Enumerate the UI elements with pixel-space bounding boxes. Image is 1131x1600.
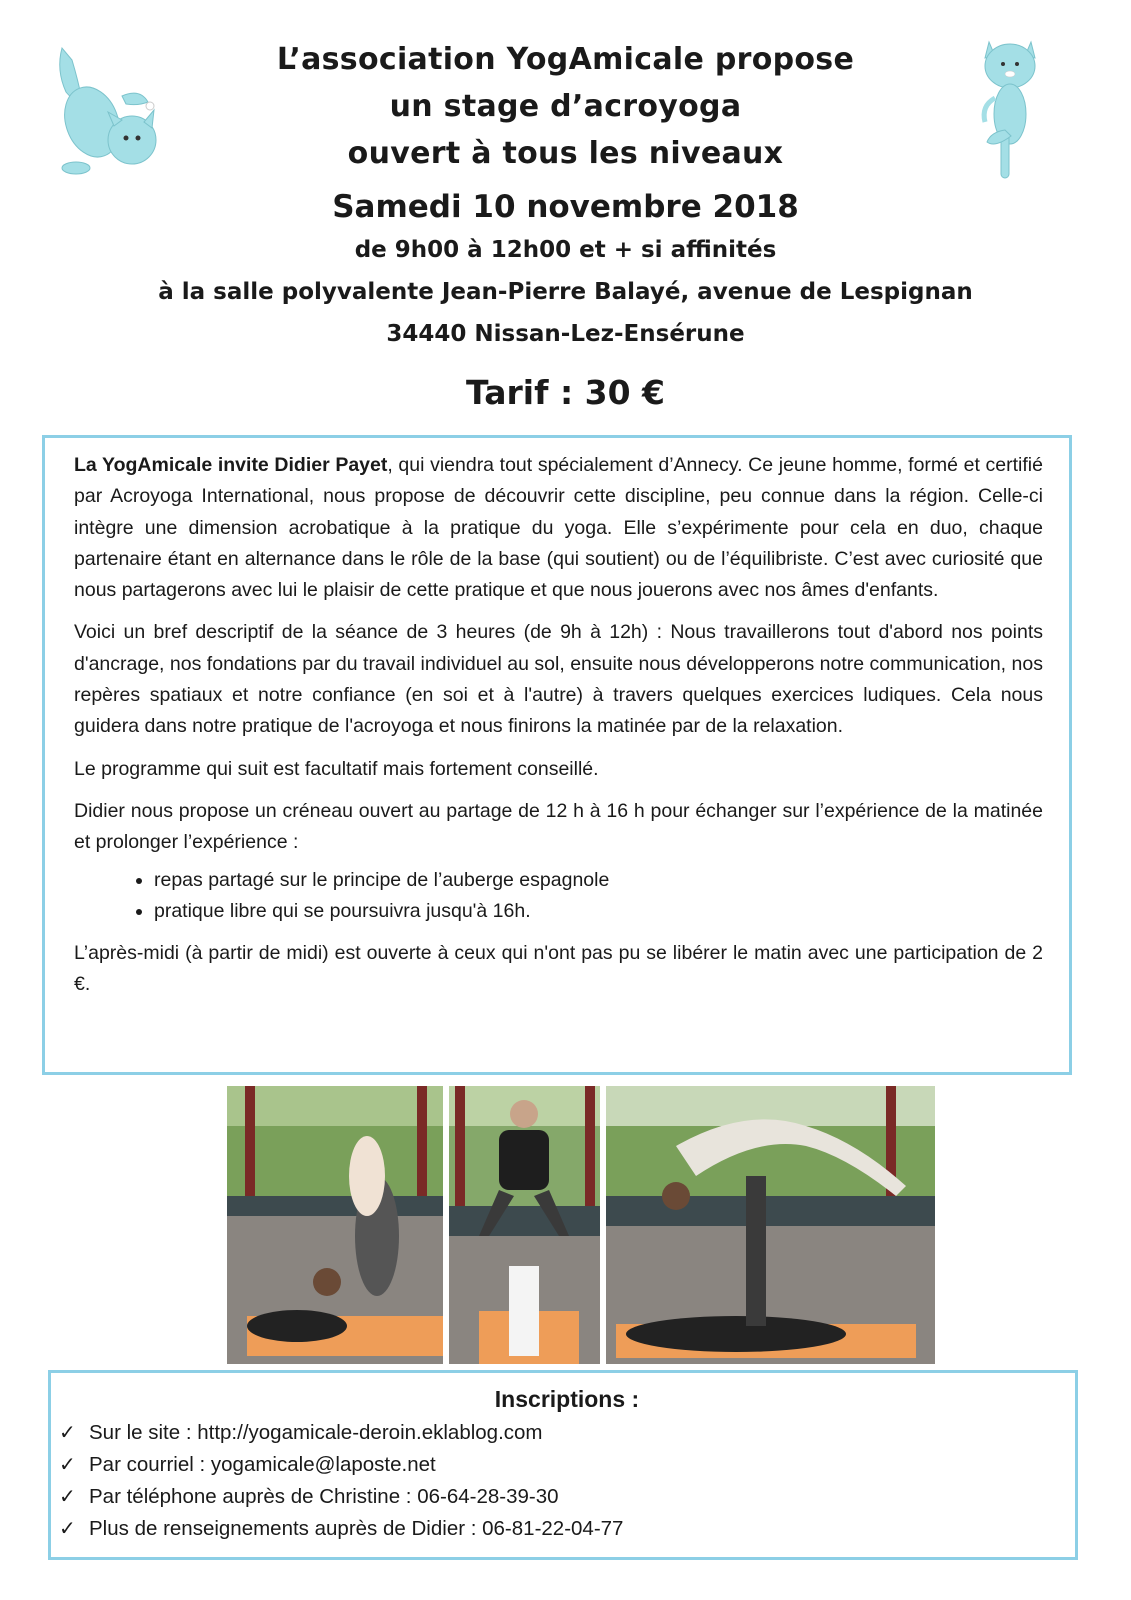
optional-paragraph: Le programme qui suit est facultatif mais fortement conseillé.: [74, 757, 599, 780]
checkmark-icon: ✓: [59, 1486, 76, 1508]
list-item: [59, 1449, 1075, 1481]
intro-bold: La YogAmicale invite Didier Payet: [74, 454, 388, 476]
inscriptions-list: [59, 1417, 1075, 1545]
acroyoga-photo-2: [449, 1086, 600, 1364]
list-item: [59, 1481, 1075, 1513]
afternoon-note-paragraph: L’après-midi (à partir de midi) est ouverte à ceux qui n'ont pas pu se libérer le matin avec une participation de 2 €.: [74, 942, 1043, 996]
afternoon-intro-paragraph: Didier nous propose un créneau ouvert au partage de 12 h à 16 h pour échanger sur l’expérience de la matinée et prolonger l’expérience :: [74, 799, 1043, 854]
event-header: [0, 36, 1131, 415]
title-line-2: un stage d’acroyoga: [389, 89, 742, 124]
event-date: Samedi 10 novembre 2018: [332, 189, 799, 225]
afternoon-bullets: [74, 865, 1043, 928]
inscription-phone-christine: Par téléphone auprès de Christine : 06-64-28-39-30: [89, 1485, 559, 1508]
list-item: [59, 1513, 1075, 1545]
checkmark-icon: ✓: [59, 1454, 76, 1476]
inscription-email: Par courriel : yogamicale@laposte.net: [89, 1453, 436, 1476]
checkmark-icon: ✓: [59, 1518, 76, 1540]
inscription-website: Sur le site : http://yogamicale-deroin.eklablog.com: [89, 1421, 543, 1444]
event-location: à la salle polyvalente Jean-Pierre Balayé, avenue de Lespignan: [158, 279, 973, 305]
event-time: de 9h00 à 12h00 et + si affinités: [354, 237, 777, 263]
list-item: [59, 1417, 1075, 1449]
acroyoga-photo-3: [606, 1086, 935, 1364]
title-line-1: L’association YogAmicale propose: [276, 42, 855, 77]
title-line-3: ouvert à tous les niveaux: [347, 136, 784, 171]
acroyoga-photo-1: [227, 1086, 443, 1364]
intro-rest: , qui viendra tout spécialement d’Annecy. Ce jeune homme, formé et certifié par Acroyoga International, nous propose de découvrir cette discipline, peu connue dans la région. Celle-ci intègre une dimension acrobatique à la pratique du yoga. Elle s’expérimente pour cela en duo, chaque partenaire étant en alternance dans le rôle de la base (qui soutient) ou de l’équilibriste. C’est avec curiosité que nous partagerons avec lui le plaisir de cette pratique et que nous jouerons avec nos âmes d'enfants.: [74, 454, 1043, 602]
checkmark-icon: ✓: [59, 1422, 76, 1444]
session-paragraph: Voici un bref descriptif de la séance de 3 heures (de 9h à 12h) : Nous travaillerons tout d'abord nos points d'ancrage, nos fondations par du travail individuel au sol, ensuite nous développerons notre communication, nos repères spatiaux et notre confiance (en soi et à l'autre) à travers quelques exercices ludiques. Cela nous guidera dans notre pratique de l'acroyoga et nous finirons la matinée par de la relaxation.: [74, 621, 1043, 738]
intro-paragraph: [74, 450, 1043, 606]
inscriptions-box: [48, 1370, 1078, 1560]
event-city: 34440 Nissan-Lez-Ensérune: [386, 321, 745, 347]
inscription-phone-didier: Plus de renseignements auprès de Didier : 06-81-22-04-77: [89, 1517, 624, 1540]
list-item: • pratique libre qui se poursuivra jusqu'à 16h.: [154, 896, 1043, 927]
description-box: [42, 435, 1072, 1075]
event-tarif: Tarif : 30 €: [465, 373, 665, 412]
inscriptions-title: Inscriptions :: [494, 1386, 640, 1412]
list-item: • repas partagé sur le principe de l’auberge espagnole: [154, 865, 1043, 896]
